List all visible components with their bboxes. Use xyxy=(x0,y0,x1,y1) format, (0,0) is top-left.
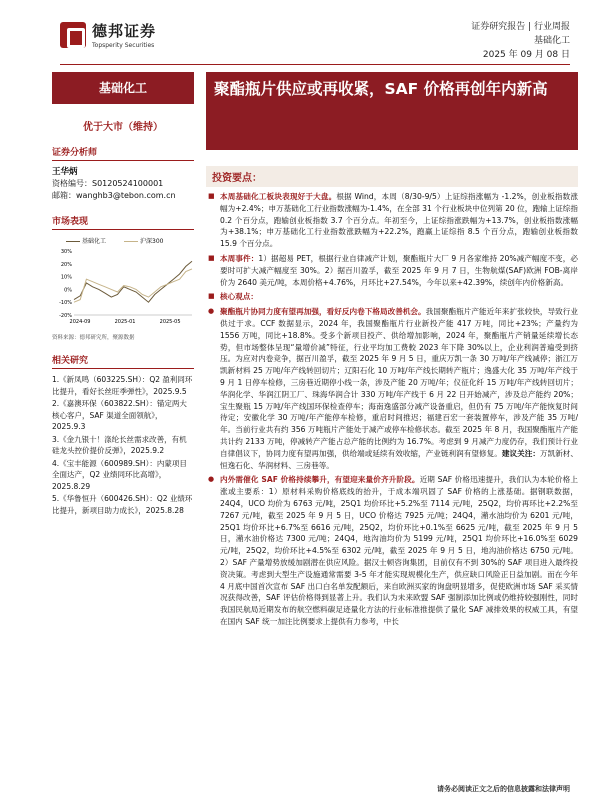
brand-logo-icon xyxy=(60,22,86,48)
brand-name-en: Topsperity Securities xyxy=(92,42,155,49)
related-section-title: 相关研究 xyxy=(52,353,194,369)
market-performance-chart xyxy=(52,247,194,327)
point-saf: ● 内外需催化 SAF 价格持续攀升，有望迎来量价齐升阶段。近期 SAF 价格迅速提升，我们认为本轮价格上涨或主要系：1）原材料采购价格底线的抬升，于成本端巩固了 SAF 价格的上涨基础。据钢联数据，24Q4，UCO 均价为 6763 元/吨，25Q1 均价环比+5.2%至 7114 元/吨，25Q2，均价再环比+2.2%至 7267 元/吨，截至 2025 年 9 月 5 日，UCO 价格达 7925 元/吨；24Q4，潲水油均价为 6201 元/吨，25Q1 均价环比+6.7%至 6616 元/吨，25Q2，均价环比+0.1%至 6625 元/吨，截至 2025 年 9 月 5 日，潲水油价格达 7300 元/吨；24Q4，地沟油均价为 5199 元/吨，25Q1 均价环比+16.0%至 6029 元/吨，25Q2，均价环比+4.5%至 6302 元/吨，截至 2025 年 9 月 5 日，地沟油价格达 6750 元/吨。2）SAF 产量增势放缓加剧潜在供应风险。据汉士顿咨询集团，目前仅有不到 30%的 SAF 项目进入最终投资决策。考虑到大型生产设施通常需要 3-5 年才能实现规模化生产，供应缺口风险正日益加剧。而在今年 4 月底中国首次宣布 SAF 出口白名单发配额后，来自欧洲买家的询盘明显增多，促使欧洲市场 SAF 采买情况获得改善，SAF 评估价格得到显著上升。我们认为未来欧盟 SAF 强制添加比例或仍维持较强刚性，同时我国民航局近期发布的航空燃料碳足迹量化方法的行业标准推提供了量化 SAF 减排效果的权威工具，有望在国内 SAF 统一加注比例要求上提供有力参考，中长 xyxy=(208,474,578,627)
header-divider xyxy=(60,64,570,65)
y-tick-label: 30% xyxy=(60,249,72,255)
y-tick-label: -10% xyxy=(59,300,72,307)
brand-name-cn: 德邦证券 xyxy=(92,22,157,40)
market-section-title: 市场表现 xyxy=(52,214,194,230)
related-item[interactable]: 2.《嘉澳环保（603822.SH）：锚定两大核心客户，SAF 渠道全面领航》，2025.9.3 xyxy=(52,399,187,431)
related-item[interactable]: 1.《新凤鸣（603225.SH）：Q2 盈利同环比提升，看好长丝旺季弹性》，2025.9.5 xyxy=(52,375,193,396)
footer-disclaimer: 请务必阅读正文之后的信息披露和法律声明 xyxy=(437,785,570,793)
point-pet-bottle: ● 聚酯瓶片协同力度有望再加强，看好反内卷下格局改善机会。我国聚酯瓶片产能近年来扩张较快，导致行业供过于求。CCF 数据显示，2024 年，我国聚酯瓶片行业新投产能 417 万吨，同比+23%；产量约为 1556 万吨，同比+18.8%。受多个新项目投产、供给增加影响，2024 年，聚酯瓶片产销量延续增长态势，但市场整体呈现“量增价减”特征，行业平均加工费較 2023 年下降 30%以上，企业利润普遍受到挤压。为应对内卷竞争，据百川盈孚，截至 2025 年 9 月 5 日，重庆万凯一条 30 万吨/年产线减停；浙江万凯新材料 25 万吨/年产线转回切片；辽阳石化 10 万吨/年产线长期转产瓶片；逸盛大化 35 万吨/年产线于 9 月 1 日停车检修，三房巷近期停小线一条，涉及产能 20 万吨/年；仪征化纤 15 万吨/年产线转回切片；华润化学、华润江阴工厂、珠海华润合计 330 万吨/年产线于 6 月 22 日开始减产，涉及总产能约 20%；宝生聚瓶 15 万吨/年产线国环保检查停车；海南逸盛部分减产设备重启，但仍有 75 万吨/年产能恢复时间待定；安徽化学 30 万吨/年产能停车检修，重启时间推迟；福建百宏一套装置停车，涉及产能 35 万吨/年。当前行业共有约 356 万吨瓶片产能处于减产或停车检修状态。截至 2025 年 8 月，我国聚酯瓶片产能共计约 2133 万吨，停减转产产能占总产能的比例约为 16.7%。考虑到 9 月减产力度仍存，我们预计行业自律倡议下，协同力度有望再加强，供给端或延续有效收缩，产业链利润有望修复。建议关注：万凯新材、恒逸石化、华润材料、三房巷等。 xyxy=(208,306,578,471)
analyst-name: 王华炳 xyxy=(52,167,78,177)
brand-logo xyxy=(60,20,156,49)
x-tick-label: 2024-09 xyxy=(69,319,91,325)
chart-source: 资料来源：德邦研究所，聚源数据 xyxy=(52,335,135,341)
sector-banner: 基础化工 xyxy=(52,72,194,104)
x-tick-label: 2025-01 xyxy=(114,319,136,325)
y-tick-label: 10% xyxy=(60,274,72,281)
key-points-title: 投资要点： xyxy=(206,166,578,187)
report-meta xyxy=(471,20,570,62)
point-core-view: ■ 核心观点： xyxy=(208,291,578,303)
related-item[interactable]: 4.《宝丰能源（600989.SH）：内蒙项目全面达产，Q2 业绩同环比高增》，2025.8.29 xyxy=(52,458,187,491)
series-line-2 xyxy=(74,269,192,302)
rating: 优于大市（维持） xyxy=(83,122,163,133)
sidebar xyxy=(52,72,194,517)
report-date: 2025 年 09 月 08 日 xyxy=(482,50,570,60)
analyst-cert: 资格编号：S0120524100001 xyxy=(52,179,164,188)
legend-series2: 沪深300 xyxy=(124,236,163,245)
point-market: ■ 本周基础化工板块表现好于大盘。根据 Wind，本周（8/30-9/5）上证综指涨幅为 -1.2%，创业板指数涨幅为+2.4%；申万基础化工行业指数涨幅为-1.4%，在全部 31 个行业板块中位列第 20 位，跑输上证综指 0.2 个百分点，跑输创业板指数 3.7 个百分点。年初至今，上证综指涨跌幅为+13.7%，创业板指数涨幅为+38.1%；申万基础化工行业指数涨跌幅为+22.2%，跑赢上证综指 8.5 个百分点，跑输创业板指数 15.9 个百分点。 xyxy=(208,191,578,250)
related-research-list xyxy=(52,374,194,516)
report-type: 证券研究报告 | 行业周报 xyxy=(471,22,570,32)
related-item[interactable]: 3.《金九银十！涤纶长丝需求改善，有机硅龙头控价提价反弹》，2025.9.2 xyxy=(52,434,187,455)
point-events: ■ 本周事件：1）据超易 PET，根据行业自律减产计划，聚酯瓶片大厂 9 月各家维持 20%减产幅度不变，必要时可扩大减产幅度至 30%。2）据百川盈孚，截至 2025 年 9 月 7 日，生物航煤(SAF)欧洲 FOB-离岸价为 2640 美元/吨，本周价格+4.76%，月环比+27.54%，今年以来+42.39%，续创年内价格新高。 xyxy=(208,253,578,288)
x-tick-label: 2025-05 xyxy=(159,319,181,325)
related-item[interactable]: 5.《华鲁恒升（600426.SH）：Q2 业绩环比提升，新项目助力成长》，2025.8.28 xyxy=(52,494,193,515)
main-content xyxy=(206,72,578,628)
analyst-section-title: 证券分析师 xyxy=(52,145,194,161)
report-title: 聚酯瓶片供应或再收紧，SAF 价格再创年内新高 xyxy=(206,72,578,150)
analyst-info xyxy=(52,166,194,202)
report-sector: 基础化工 xyxy=(533,36,570,46)
chart-legend xyxy=(66,236,194,245)
y-tick-label: 0% xyxy=(64,287,72,294)
page-header xyxy=(0,0,600,70)
y-tick-label: -20% xyxy=(59,313,72,319)
key-points xyxy=(206,191,578,628)
y-tick-label: 20% xyxy=(60,261,72,268)
analyst-email[interactable]: 邮箱：wanghb3@tebon.com.cn xyxy=(52,191,176,200)
legend-series1: 基础化工 xyxy=(66,236,106,245)
